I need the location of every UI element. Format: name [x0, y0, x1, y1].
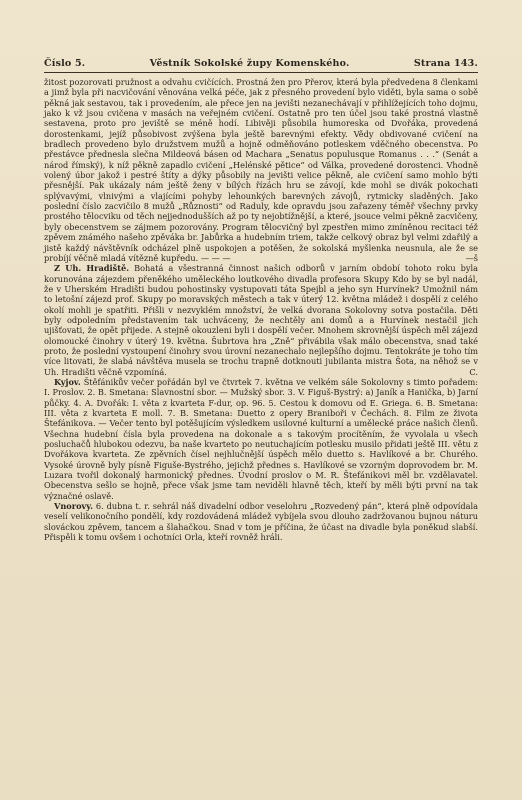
- paragraph-vnorovy: [44, 501, 478, 542]
- journal-title: Věstník Sokolské župy Komenského.: [149, 58, 350, 69]
- signature: C.: [469, 366, 478, 377]
- paragraph-lead: Vnorovy.: [54, 501, 93, 512]
- issue-number: Číslo 5.: [44, 58, 86, 69]
- paragraph-kyjov: [44, 377, 478, 501]
- paragraph-prerov: [44, 77, 478, 263]
- page-number: Strana 143.: [413, 58, 478, 69]
- paragraph-text: žitost pozorovati pružnost a odvahu cvičících. Prostná žen pro Přerov, která byla předvedena 8 členkami a jimž byla při nacvičování věnována velká péče, jak z přesného provedení bylo viděti, byla sama o sobě pěkná jak sestavou, tak i provedením, ale přece jen na jevišti nezanechávají v přihlížejících toho dojmu, jako k vž jsou cvičena v masách na veřejném cvičení. Ostatně pro ten účel jsou také prostná vlastně sestavena, proto pro jeviště se méně hodí. Libivěji působila humoreska od Dvořáka, provedená dorostenkami, jejíž působivost zvýšena byla ještě barevnými efekty. Vědy obdivované cvičení na bradlech provedeno bylo družstvem mužů a hojně odměňováno potleskem vděčného obecenstva. Po přestávce přednesla slečna Mildeová básen od Machara „Senatus populusque Romanus . . .“ (Senát a národ římský), k níž pěkně zapadlo cvičení „Helénské pětice“ od Válka, provedené dorostenci. Vhodně volený úbor jakož i pestré štíty a dýky působily na jevišti velice pěkně, ale cvičení samo mohlo býti přesnější. Pak ukázaly nám ještě ženy v bílých řízách hru se závojí, kde mohl se divák pokochati splývavými, vlnivými a vlajícími pohyby lehounkých barevných závojů, rytmicky sladěných. Jako poslední číslo zacvičilo 8 mužů „Různosti“ od Raduly, kde opravdu jsou zařazeny téměř všechny prvky prostého tělocviku od těch nejjednodušších až po ty nejobtížnější, a které, jsouce velmi pěkně zacvičeny, byly obecenstvem se zájmem pozorovány. Program tělocvičný byl zpestřen mimo zmíněnou recitaci též zpěvem známého našeho zpěváka br. Jabůrka a hudebním triem, takže celkový obraz byl velmi zdařilý a jistě každý návštěvník odcházel plně uspokojen a potěšen, že sokolská myšlenka neusnula, ale že se probíjí věčně mladá vítězně kupředu. — — —: [44, 77, 478, 263]
- paragraph-text: Štěfánikův večer pořádán byl ve čtvrtek 7. května ve velkém sále Sokolovny s timto pořadem: I. Proslov. 2. B. Smetana: Slavnostní sbor. — Mužský sbor. 3. V. Figuš-Bystrý: a) Janík a Hanička, b) Jarní půčky. 4. A. Dvořák: I. věta z kvarteta F-dur, op. 96. 5. Cestou k domovu od E. Griega. 6. B. Smetana: III. věta z kvarteta E moll. 7. B. Smetana: Duetto z opery Braniboři v Čechách. 8. Film ze života Štefánikova. — Večer tento byl potěšujícím výsledkem usilovné kulturní a umělecké práce našich členů. Všechna hudební čísla byla provedena na dokonale a s takovým procítěním, že vyvolala u všech posluchačů hlubokou odezvu, ba naše kvarteto po neutuchajícím potlesku musilo přidati ještě III. větu z Dvořákova kvarteta. Ze zpěvních čísel nejhlučnější úspěch mělo duetto s. Havlíkové a br. Churého. Vysoké úrovně byly písně Figuše-Bystrého, jejichž přednes s. Havlíkové se vzorným doprovodem br. M. Luzara tvořil dokonalý harmonický přednes. Úvodní proslov o M. R. Štefánikovi měl br. vzdělavatel. Obecenstva sešlo se hojně, přece však jsme tam neviděli hlavně těch, kteří by měli býti první na tak význačné oslavě.: [44, 376, 478, 501]
- paragraph-text: Bohatá a všestranná činnost našich odborů v jarním období tohoto roku byla korunována zájezdem přeněkého uměleckého loutkového divadla profesora Skupy Kdo by se byl nadál, že v Uherském Hradišti budou pohostinsky vystupovati táta Spejbl a jeho syn Hurvínek? Umožnil nám to letošní zájezd prof. Skupy po moravských městech a tak v úterý 12. května mládež i dospělí z celého okolí mohli je spatřiti. Přišli v nezvyklém množství, že velká dvorana Sokolovny sotva postačila. Děti byly odpoledním představením tak uchváceny, že nechtěly ani domů a a Hurvínek nestačil jich ujišťovati, že opět přijede. A stejně okouzleni byli i dospělí večer. Mnohem skrovnější úspěch měl zájezd olomoucké činohry v úterý 19. května. Šubrtova hra „Zně“ přivábila však málo obecenstva, snad také proto, že poslední vystoupení činohry svou úrovní nezanechalo nejlepšího dojmu. Tentokráte je toho tím více litovati, že slabá návštěva musela se trochu trapně dotknouti jubilanta mistra Šota, na něhož se v Uh. Hradišti věčně vzpomíná.: [44, 263, 478, 377]
- paragraph-lead: Z Uh. Hradiště.: [54, 263, 130, 274]
- signature: —š: [465, 252, 478, 263]
- paragraph-text: 6. dubna t. r. sehrál náš divadelní odbor veselohru „Rozvedený pán“, která plně odpovídala veselí velikonočního pondělí, kdy rozdovádená mládež vybíjela svou dlouho zadržovanou bujnou náturu slováckou zpěvem, tancem a šlahačkou. Snad v tom je příčina, že účast na divadle byla poněkud slabší. Přispěli k tomu ovšem i ochotníci Orla, kteří rovněž hráli.: [44, 501, 478, 543]
- paragraph-lead: Kyjov.: [54, 376, 81, 387]
- running-header: [44, 58, 478, 73]
- paragraph-uh-hradiste: [44, 263, 478, 377]
- article-body: [44, 77, 478, 542]
